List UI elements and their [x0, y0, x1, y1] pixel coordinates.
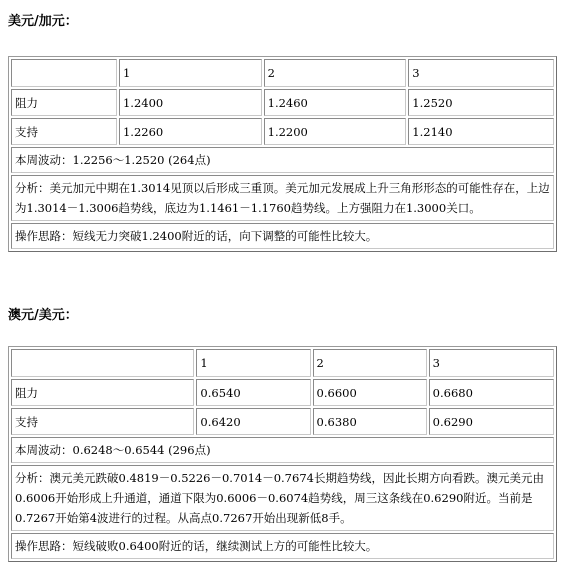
header-cell-1: 1: [196, 349, 310, 377]
weekly-range-row: [11, 437, 554, 463]
support-value-1: 1.2260: [119, 118, 262, 145]
header-cell-2: 2: [264, 59, 407, 87]
weekly-range-text: 本周波动：1.2256～1.2520 (264点): [11, 147, 554, 173]
weekly-range-text: 本周波动：0.6248～0.6544 (296点): [11, 437, 554, 463]
resistance-value-2: 1.2460: [264, 89, 407, 116]
weekly-range-row: [11, 147, 554, 173]
resistance-value-2: 0.6600: [313, 379, 427, 406]
support-value-3: 0.6290: [429, 408, 554, 435]
support-value-2: 0.6380: [313, 408, 427, 435]
analysis-row: [11, 465, 554, 531]
resistance-value-3: 1.2520: [408, 89, 554, 116]
resistance-row: [11, 89, 554, 116]
header-cell-2: 2: [313, 349, 427, 377]
analysis-text: 分析：澳元美元跌破0.4819－0.5226－0.7014－0.7674长期趋势线，因此长期方向看跌。澳元美元由0.6006开始形成上升通道，通道下限为0.6006－0.6074趋势线，周三这条线在0.6290附近。当前是0.7267开始第4波进行的过程。从高点0.7267开始出现新低8手。: [11, 465, 554, 531]
resistance-row: [11, 379, 554, 406]
header-cell-blank: [11, 59, 117, 87]
header-cell-1: 1: [119, 59, 262, 87]
support-row: [11, 408, 554, 435]
audusd-table: [8, 346, 557, 562]
analysis-text: 分析：美元加元中期在1.3014见顶以后形成三重顶。美元加元发展成上升三角形形态的可能性存在，上边为1.3014－1.3006趋势线，底边为1.1461－1.1760趋势线。上方强阻力在1.3000关口。: [11, 175, 554, 221]
section-title-audusd: 澳元/美元：: [8, 308, 78, 323]
header-cell-3: 3: [429, 349, 554, 377]
strategy-row: [11, 223, 554, 249]
table-header-row: [11, 59, 554, 87]
resistance-value-1: 1.2400: [119, 89, 262, 116]
support-value-2: 1.2200: [264, 118, 407, 145]
resistance-value-1: 0.6540: [196, 379, 310, 406]
header-cell-3: 3: [408, 59, 554, 87]
strategy-text: 操作思路：短线无力突破1.2400附近的话，向下调整的可能性比较大。: [11, 223, 554, 249]
support-label: 支持: [11, 408, 194, 435]
analysis-row: [11, 175, 554, 221]
table-header-row: [11, 349, 554, 377]
section-title-usdcad: 美元/加元：: [8, 14, 78, 29]
support-value-1: 0.6420: [196, 408, 310, 435]
strategy-text: 操作思路：短线破败0.6400附近的话，继续测试上方的可能性比较大。: [11, 533, 554, 559]
usdcad-table: [8, 56, 557, 252]
support-value-3: 1.2140: [408, 118, 554, 145]
support-label: 支持: [11, 118, 117, 145]
header-cell-blank: [11, 349, 194, 377]
strategy-row: [11, 533, 554, 559]
resistance-value-3: 0.6680: [429, 379, 554, 406]
resistance-label: 阻力: [11, 379, 194, 406]
support-row: [11, 118, 554, 145]
resistance-label: 阻力: [11, 89, 117, 116]
